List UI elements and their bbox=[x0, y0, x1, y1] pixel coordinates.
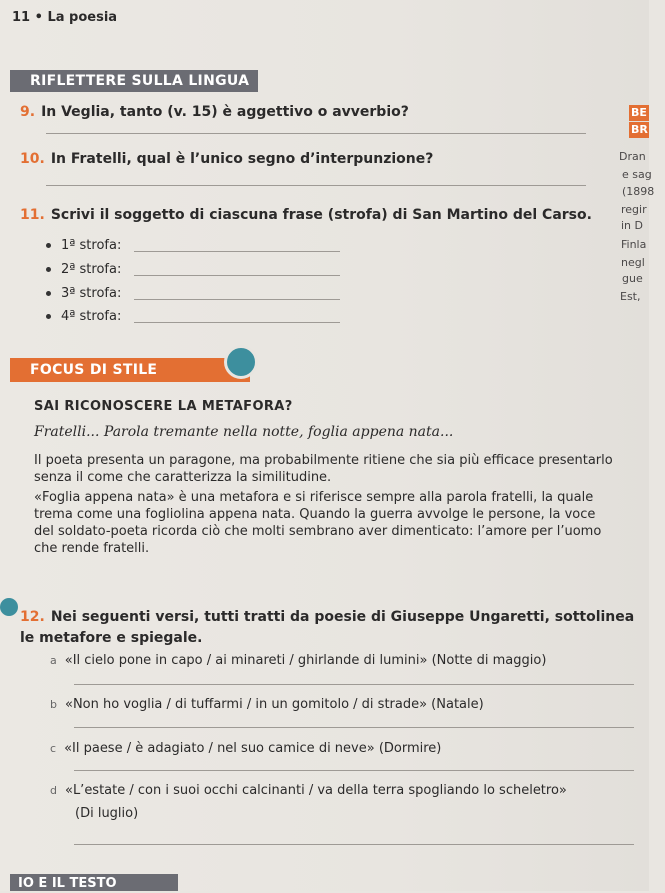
answer-line-c[interactable] bbox=[74, 770, 634, 771]
margin-word: negl bbox=[621, 256, 645, 269]
answer-line-b[interactable] bbox=[74, 727, 634, 728]
question-number: 12. bbox=[20, 609, 45, 625]
focus-heading: SAI RICONOSCERE LA METAFORA? bbox=[34, 399, 293, 414]
question-11 bbox=[20, 207, 592, 223]
margin-word: regir bbox=[621, 203, 647, 216]
margin-word: Dran bbox=[619, 150, 646, 163]
answer-line-9[interactable] bbox=[46, 133, 586, 134]
exercise-item-c: c «Il paese / è adagiato / nel suo camice di neve» (Dormire) bbox=[50, 741, 442, 756]
exercise-item-a: a «Il cielo pone in capo / ai minareti / ghirlande di lumini» (Notte di maggio) bbox=[50, 653, 547, 668]
question-text: In Fratelli, qual è l’unico segno d’interpunzione? bbox=[50, 151, 434, 167]
margin-word: Est, bbox=[620, 290, 641, 303]
question-number: 9. bbox=[20, 104, 36, 120]
exercise-marker-icon bbox=[0, 598, 18, 616]
question-number: 10. bbox=[20, 151, 45, 167]
answer-line-a[interactable] bbox=[74, 684, 634, 685]
question-12: 12. Nei seguenti versi, tutti tratti da poesie di Giuseppe Ungaretti, sottolinea le metafore e spiegale. bbox=[20, 609, 635, 646]
margin-word: gue bbox=[622, 272, 643, 285]
bullet-icon bbox=[46, 243, 51, 248]
question-number: 11. bbox=[20, 207, 45, 223]
section-banner-riflettere: RIFLETTERE SULLA LINGUA bbox=[10, 70, 258, 92]
answer-line-strofa-3[interactable] bbox=[134, 299, 340, 300]
answer-line-d[interactable] bbox=[74, 844, 634, 845]
margin-word: e sag bbox=[622, 168, 652, 181]
bullet-icon bbox=[46, 291, 51, 296]
answer-line-strofa-2[interactable] bbox=[134, 275, 340, 276]
question-text: In Veglia, tanto (v. 15) è aggettivo o avverbio? bbox=[41, 104, 409, 120]
focus-verse: Fratelli... Parola tremante nella notte, foglia appena nata... bbox=[34, 424, 454, 440]
question-9 bbox=[20, 104, 409, 120]
decorative-circle-icon bbox=[224, 345, 258, 379]
focus-paragraph-2: «Foglia appena nata» è una metafora e si riferisce sempre alla parola fratelli, la quale trema come una fogliolina appena nata. Quando la guerra avvolge le persone, la voce del soldato-poeta ricorda ciò che molti sembrano aver dimenticato: l’amore per l’uomo che rende fratelli. bbox=[34, 490, 602, 556]
exercise-item-d: d «L’estate / con i suoi occhi calcinanti / va della terra spogliando lo scheletro» bbox=[50, 783, 567, 798]
answer-line-10[interactable] bbox=[46, 185, 586, 186]
section-banner-focus: FOCUS DI STILE bbox=[10, 358, 250, 382]
answer-line-strofa-1[interactable] bbox=[134, 251, 340, 252]
margin-word: Finla bbox=[621, 238, 647, 251]
margin-tab-2: BR bbox=[631, 123, 648, 136]
answer-line-strofa-4[interactable] bbox=[134, 322, 340, 323]
bullet-icon bbox=[46, 314, 51, 319]
focus-paragraph-1: Il poeta presenta un paragone, ma probabilmente ritiene che sia più efficace presentarlo senza il come che caratterizza la similitudine. bbox=[34, 453, 613, 485]
strofa-3: 3ª strofa: bbox=[46, 286, 121, 301]
exercise-item-b: b «Non ho voglia / di tuffarmi / in un gomitolo / di strade» (Natale) bbox=[50, 697, 484, 712]
question-10 bbox=[20, 151, 433, 167]
strofa-1: 1ª strofa: bbox=[46, 238, 121, 253]
bullet-icon bbox=[46, 267, 51, 272]
strofa-2: 2ª strofa: bbox=[46, 262, 121, 277]
strofa-4: 4ª strofa: bbox=[46, 309, 121, 324]
margin-tab-1: BE bbox=[629, 105, 649, 121]
page-header: 11 • La poesia bbox=[12, 10, 118, 25]
margin-word: (1898 bbox=[622, 185, 655, 198]
section-banner-io-e-il-testo: IO E IL TESTO bbox=[10, 874, 178, 891]
margin-word: in D bbox=[621, 219, 643, 232]
exercise-item-d-source: (Di luglio) bbox=[75, 806, 139, 821]
question-text: Scrivi il soggetto di ciascuna frase (strofa) di San Martino del Carso. bbox=[50, 207, 592, 223]
